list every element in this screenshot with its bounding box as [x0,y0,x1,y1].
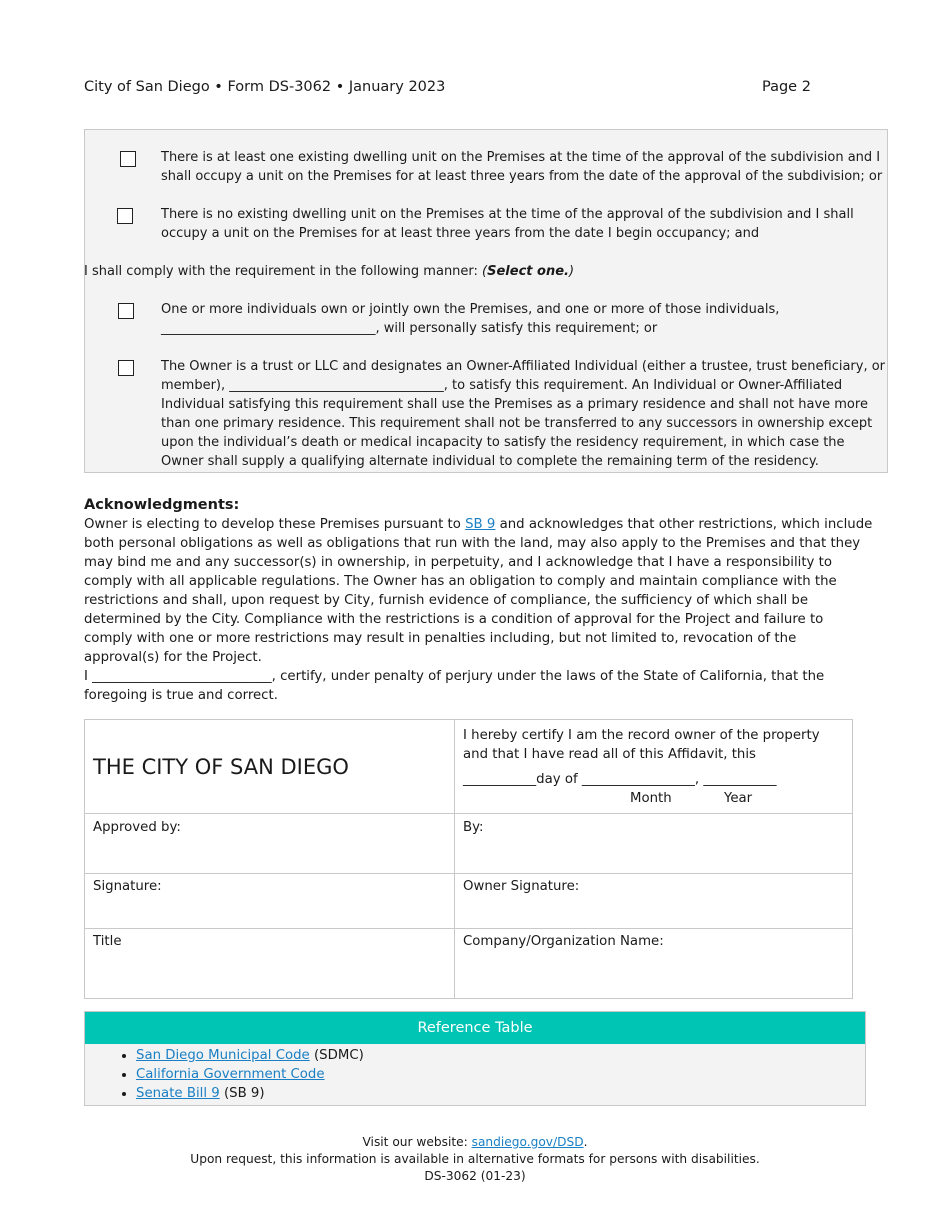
footer-accessibility-note: Upon request, this information is available in alternative formats for persons with disabilities. [190,1152,760,1166]
title-label: Title [93,934,122,949]
owner-certify-cell [455,720,853,814]
month-label: Month [630,791,672,806]
list-item [136,1065,865,1084]
signature-cell[interactable] [85,874,455,929]
option-text: The Owner is a trust or LLC and designates an Owner-Affiliated Individual (either a trustee, trust beneficiary, or member), _________________________________, to satisfy this requirement. An Individual or Owner-Affiliated Individual satisfying this requirement shall use the Premises as a primary residence and shall not have more than one primary residence. This requirement shall not be transferred to any successors in ownership except upon the individual’s death or medical incapacity to satisfy the residency requirement, in which case the Owner shall supply a qualifying alternate individual to complete the remaining term of the residency. [161,359,886,469]
acknowledgments-text [84,515,874,667]
reference-table [84,1011,866,1106]
certify-statement: I ___________________________, certify, under penalty of perjury under the laws of the State of California, that the foregoing is true and correct. [84,669,825,703]
reference-table-heading: Reference Table [85,1012,865,1044]
signature-table [84,719,853,999]
reference-suffix: (SB 9) [219,1086,265,1101]
select-prefix: ( [482,264,488,279]
owner-certify-text: I hereby certify I am the record owner of the property and that I have read all of this Affidavit, this [463,728,820,762]
checkbox[interactable] [118,303,134,319]
footer-website [0,1134,950,1151]
comply-text: I shall comply with the requirement in the following manner: [84,264,483,279]
checkbox[interactable] [117,208,133,224]
by-label: By: [463,820,484,835]
ack-text-after: and acknowledges that other restrictions, which include both personal obligations as well as obligations that run with the land, may also apply to the Premises and that they may bind me and any successor(s) in ownership, in perpetuity, and I acknowledge that I have a responsibility to comply with all applicable regulations. The Owner has an obligation to comply and maintain compliance with the restrictions and shall, upon request by City, furnish evidence of compliance, the sufficiency of which shall be determined by the City. Compliance with the restrictions is a condition of approval for the Project and failure to comply with one or more restrictions may result in penalties including, but not limited to, revocation of the approval(s) for the Project. [84,517,873,665]
form-title: City of San Diego • Form DS-3062 • January 2023 [84,79,446,95]
sb9-reference-link[interactable]: Senate Bill 9 [136,1086,220,1101]
sb9-link[interactable]: SB 9 [465,517,496,532]
signature-label: Signature: [93,879,162,894]
page-footer [0,1134,950,1185]
ack-text-before: Owner is electing to develop these Premises pursuant to [84,517,466,532]
checkbox[interactable] [118,360,134,376]
owner-signature-cell[interactable] [455,874,853,929]
select-one-label: Select one. [487,264,569,279]
footer-visit-text: Visit our website: [362,1135,472,1149]
list-item [136,1046,865,1065]
checkbox[interactable] [120,151,136,167]
gov-code-link[interactable]: California Government Code [136,1067,325,1082]
year-label: Year [724,791,753,806]
website-link[interactable]: sandiego.gov/DSD [471,1135,584,1149]
company-label: Company/Organization Name: [463,934,664,949]
comply-statement [84,262,884,281]
reference-list [85,1044,865,1105]
acknowledgments-heading: Acknowledgments: [84,497,240,513]
footer-period: . [583,1135,588,1149]
approved-by-label: Approved by: [93,820,181,835]
by-cell[interactable] [455,814,853,874]
approved-by-cell[interactable] [85,814,455,874]
title-cell[interactable] [85,929,455,999]
reference-suffix: (SDMC) [309,1048,364,1063]
city-name: THE CITY OF SAN DIEGO [93,754,349,779]
option-text: There is no existing dwelling unit on the Premises at the time of the approval of the subdivision and I shall occupy a unit on the Premises for at least three years from the date I begin occupancy; and [161,207,854,241]
list-item [136,1084,865,1103]
option-text: There is at least one existing dwelling unit on the Premises at the time of the approval of the subdivision and I shall occupy a unit on the Premises for at least three years from the date of the approval of the subdivision; or [161,150,883,184]
date-line[interactable]: ___________day of _________________, ___________ [463,772,777,787]
acknowledgments-section [84,495,874,667]
sdmc-link[interactable]: San Diego Municipal Code [136,1048,310,1063]
company-cell[interactable] [455,929,853,999]
city-cell [85,720,455,814]
owner-signature-label: Owner Signature: [463,879,580,894]
option-text: One or more individuals own or jointly own the Premises, and one or more of those individuals, _________________________________, will personally satisfy this requirement; or [161,302,780,336]
select-suffix: ) [568,264,575,279]
footer-form-code: DS-3062 (01-23) [424,1169,526,1183]
page-number: Page 2 [762,79,811,95]
